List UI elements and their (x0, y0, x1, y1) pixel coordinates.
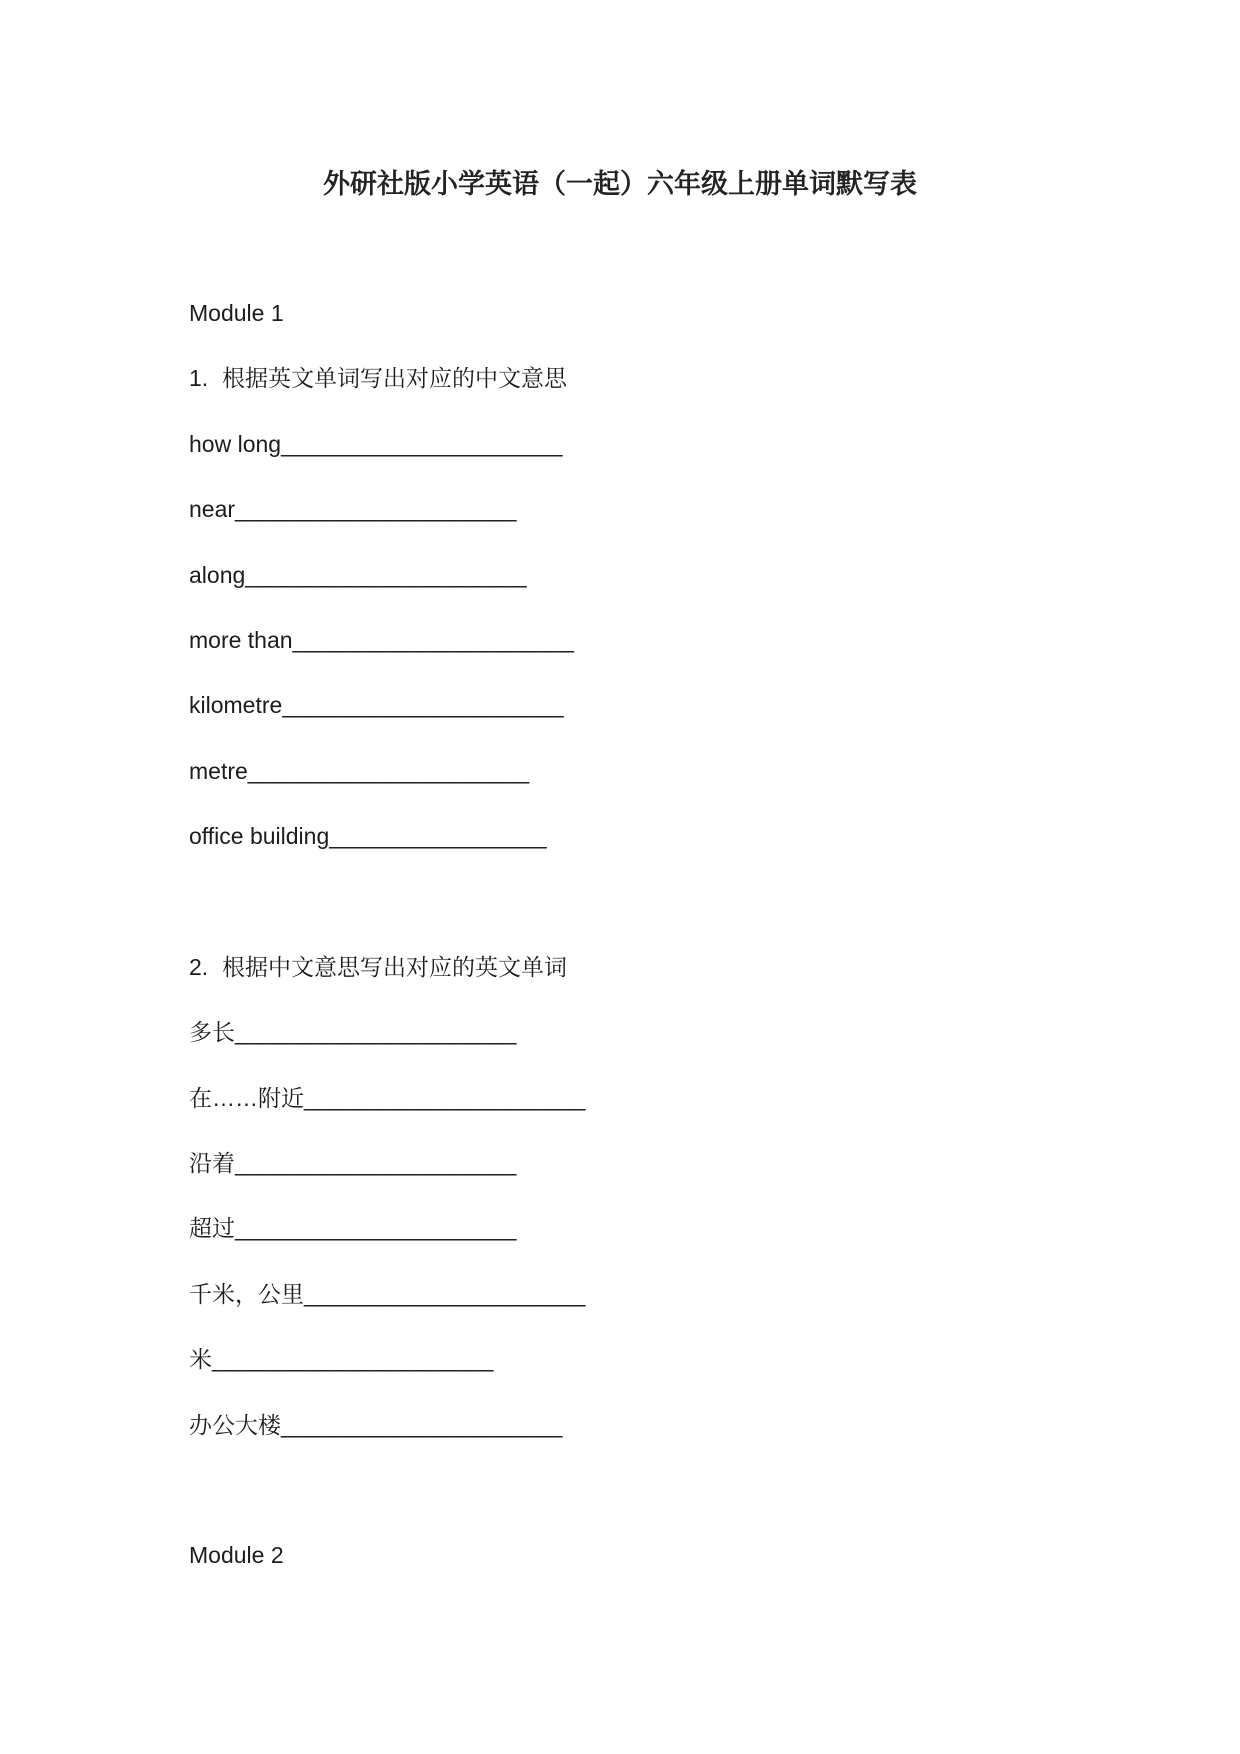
vocab-term: how long (189, 430, 282, 457)
vocab-term: more than (189, 626, 293, 653)
vocab-term: 在……附近 (189, 1084, 304, 1111)
section-spacer (189, 1458, 1149, 1523)
answer-blank: ______________________ (235, 1150, 517, 1177)
vocab-item (189, 739, 1149, 804)
vocab-term: 办公大楼 (189, 1411, 281, 1438)
answer-blank: ______________________ (281, 430, 563, 457)
part-1-instruction-text: 根据英文单词写出对应的中文意思 (222, 365, 567, 392)
answer-blank: ______________________ (304, 1280, 586, 1307)
vocab-term: office building (189, 823, 330, 850)
vocab-item (189, 477, 1149, 542)
answer-blank: ______________________ (282, 692, 564, 719)
module-1-heading: Module 1 (189, 300, 284, 326)
answer-blank: ______________________ (247, 757, 530, 784)
vocab-term: 超过 (189, 1215, 235, 1242)
vocab-item (189, 1066, 1149, 1131)
vocab-term: kilometre (189, 692, 283, 719)
vocab-item (189, 1131, 1149, 1196)
vocab-item (189, 608, 1149, 673)
vocab-item (189, 1196, 1149, 1261)
vocab-term: 沿着 (189, 1150, 235, 1177)
part-1-number: 1. (189, 365, 209, 392)
answer-blank: ______________________ (235, 1215, 517, 1242)
vocab-item (189, 1262, 1149, 1327)
answer-blank: ______________________ (235, 496, 517, 523)
part-2-number: 2. (189, 953, 209, 980)
module-2-heading: Module 2 (189, 1542, 284, 1569)
vocab-term: along (189, 561, 246, 588)
part-1-instruction (189, 346, 1149, 411)
vocab-item (189, 804, 1149, 869)
vocab-item (189, 1393, 1149, 1458)
vocab-item (189, 1000, 1149, 1065)
answer-blank: ______________________ (281, 1411, 563, 1438)
answer-blank: ______________________ (235, 1019, 517, 1046)
document-title: 外研社版小学英语（一起）六年级上册单词默写表 (323, 169, 917, 199)
vocab-item (189, 1327, 1149, 1392)
vocab-item (189, 673, 1149, 738)
vocab-item (189, 412, 1149, 477)
vocab-item (189, 543, 1149, 608)
answer-blank: ______________________ (304, 1084, 586, 1111)
part-2-instruction-text: 根据中文意思写出对应的英文单词 (222, 953, 567, 980)
vocab-term: near (189, 496, 236, 523)
answer-blank: ______________________ (212, 1346, 494, 1373)
vocab-term: 千米，公里 (189, 1280, 304, 1307)
worksheet-content (189, 281, 1149, 1589)
vocab-term: 米 (189, 1346, 212, 1373)
vocab-term: 多长 (189, 1019, 235, 1046)
answer-blank: _________________ (329, 823, 547, 850)
part-2-instruction (189, 935, 1149, 1000)
vocab-term: metre (189, 757, 248, 784)
answer-blank: ______________________ (245, 561, 527, 588)
section-spacer (189, 870, 1149, 935)
answer-blank: ______________________ (292, 626, 574, 653)
